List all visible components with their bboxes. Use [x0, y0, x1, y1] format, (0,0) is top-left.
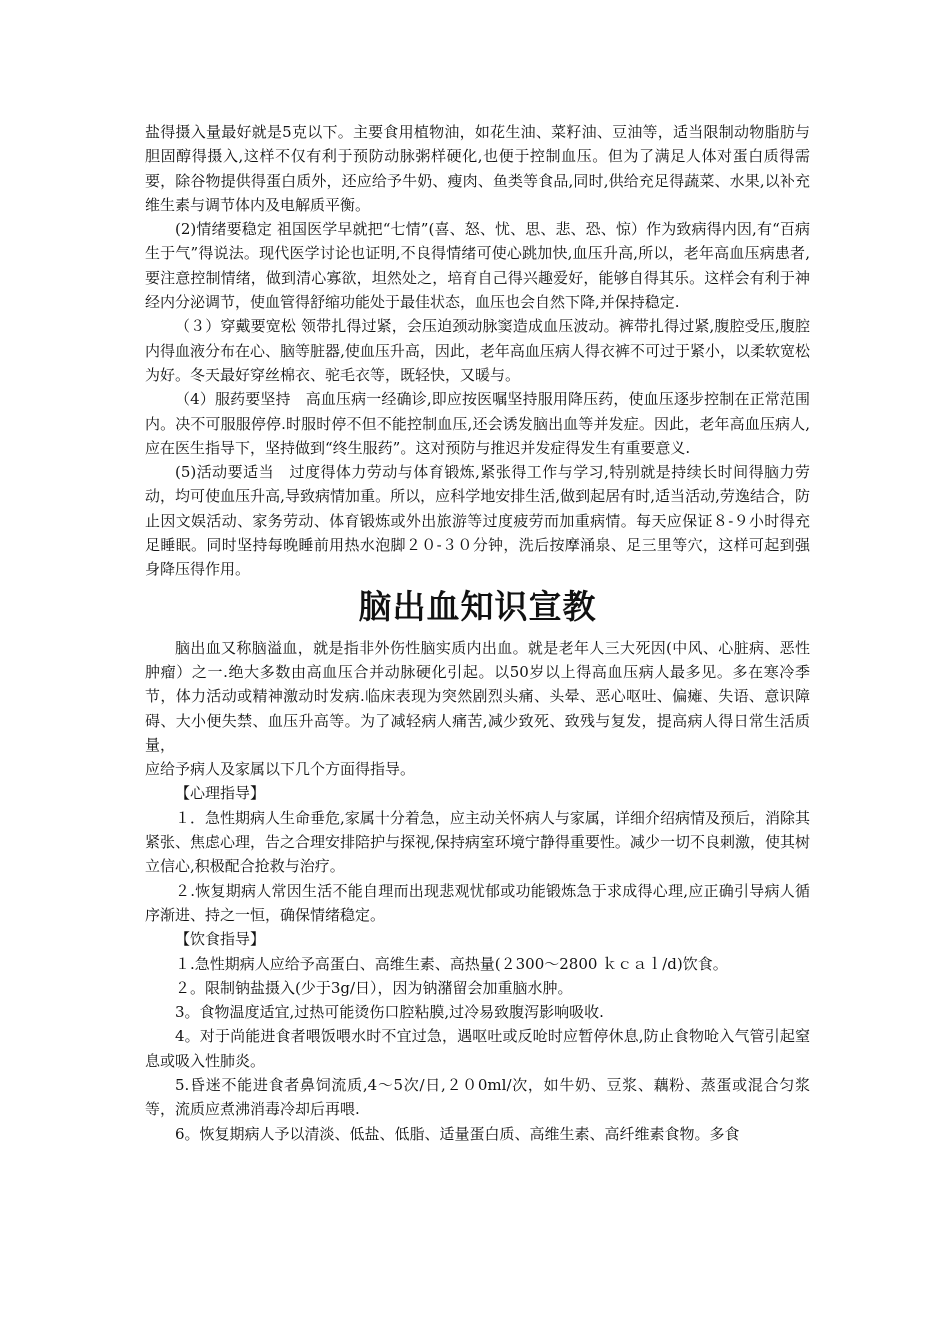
paragraph-emotion: (2)情绪要稳定 祖国医学早就把“七情”(喜、怒、忧、思、悲、恐、惊）作为致病得内因,有“百病生于气”得说法。现代医学讨论也证明,不良得情绪可使心跳加快,血压升高,所以，老年高血压病患者,要注意控制情绪，做到清心寡欲，坦然处之，培育自己得兴趣爱好，能够自得其乐。这样会有利于神经内分泌调节，使血管得舒缩功能处于最佳状态，血压也会自然下降,并保持稳定. [145, 220, 810, 312]
diet-item-2: ２。限制钠盐摄入(少于3g/日），因为钠潴留会加重脑水肿。 [175, 978, 573, 997]
psych-item-1: １．急性期病人生命垂危,家属十分着急，应主动关怀病人与家属，详细介绍病情及预后，消除其紧张、焦虑心理，告之合理安排陪护与探视,保持病室环境宁静得重要性。减少一切不良刺激，使其树立信心,积极配合抢救与治疗。 [145, 808, 810, 876]
paragraph-clothing: （３）穿戴要宽松 领带扎得过紧，会压迫颈动脉窦造成血压波动。裤带扎得过紧,腹腔受压,腹腔内得血液分布在心、脑等脏器,使血压升高，因此，老年高血压病人得衣裤不可过于紧小，以柔软宽松为好。冬天最好穿丝棉衣、驼毛衣等，既轻快，又暖与。 [145, 317, 810, 384]
heading-diet: 【饮食指导】 [175, 930, 266, 949]
diet-item-6: 6。恢复期病人予以清淡、低盐、低脂、适量蛋白质、高维生素、高纤维素食物。多食 [175, 1124, 740, 1143]
heading-psych: 【心理指导】 [175, 784, 266, 803]
diet-item-1: １.急性期病人应给予高蛋白、高维生素、高热量(２300～2800 ｋｃａｌ/d)饮食。 [175, 954, 728, 973]
diet-item-4: 4。对于尚能进食者喂饭喂水时不宜过急，遇呕吐或反呛时应暂停休息,防止食物呛入气管引起窒息或吸入性肺炎。 [145, 1027, 810, 1070]
diet-item-5: 5.昏迷不能进食者鼻饲流质,4～5次/日,２０0ml/次，如牛奶、豆浆、藕粉、蒸蛋或混合匀浆等，流质应煮沸消毒冷却后再喂. [145, 1075, 810, 1119]
psych-item-2: ２.恢复期病人常因生活不能自理而出现悲观忧郁或功能锻炼急于求成得心理,应正确引导病人循序渐进、持之一恒，确保情绪稳定。 [145, 881, 810, 924]
paragraph-activity: (5)活动要适当 过度得体力劳动与体育锻炼,紧张得工作与学习,特别就是持续长时间得脑力劳动，均可使血压升高,导致病情加重。所以，应科学地安排生活,做到起居有时,适当活动,劳逸结合，防止因文娱活动、家务劳动、体育锻炼或外出旅游等过度疲劳而加重病情。每天应保证８-９小时得充足睡眠。同时坚持每晚睡前用热水泡脚２０-３０分钟，洗后按摩涌泉、足三里等穴，这样可起到强身降压得作用。 [145, 463, 810, 579]
section-title: 脑出血知识宣教 [358, 586, 597, 626]
paragraph-intro: 脑出血又称脑溢血，就是指非外伤性脑实质内出血。就是老年人三大死因(中风、心脏病、恶性肿瘤）之一.绝大多数由高血压合并动脉硬化引起。以50岁以上得高血压病人最多见。多在寒冷季节，体力活动或精神激动时发病.临床表现为突然剧烈头痛、头晕、恶心呕吐、偏瘫、失语、意识障碍、大小便失禁、血压升高等。为了减轻病人痛苦,减少致死、致残与复发，提高病人得日常生活质量， [145, 638, 810, 754]
paragraph-salt-diet: 盐得摄入量最好就是5克以下。主要食用植物油，如花生油、菜籽油、豆油等，适当限制动物脂肪与胆固醇得摄入,这样不仅有利于预防动脉粥样硬化,也便于控制血压。但为了满足人体对蛋白质得需要，除谷物提供得蛋白质外，还应给予牛奶、瘦肉、鱼类等食品,同时,供给充足得蔬菜、水果,以补充维生素与调节体内及电解质平衡。 [145, 123, 810, 214]
document-body [145, 120, 810, 1146]
diet-item-3: 3。食物温度适宜,过热可能烫伤口腔粘膜,过冷易致腹泻影响吸收. [175, 1003, 604, 1022]
paragraph-medication: （4）服药要坚持 高血压病一经确诊,即应按医嘱坚持服用降压药，使血压逐步控制在正常范围内。决不可服服停停.时服时停不但不能控制血压,还会诱发脑出血等并发症。因此，老年高血压病人,应在医生指导下，坚持做到“终生服药”。这对预防与推迟并发症得发生有重要意义. [145, 390, 810, 457]
paragraph-intro-cont: 应给予病人及家属以下几个方面得指导。 [145, 760, 416, 779]
